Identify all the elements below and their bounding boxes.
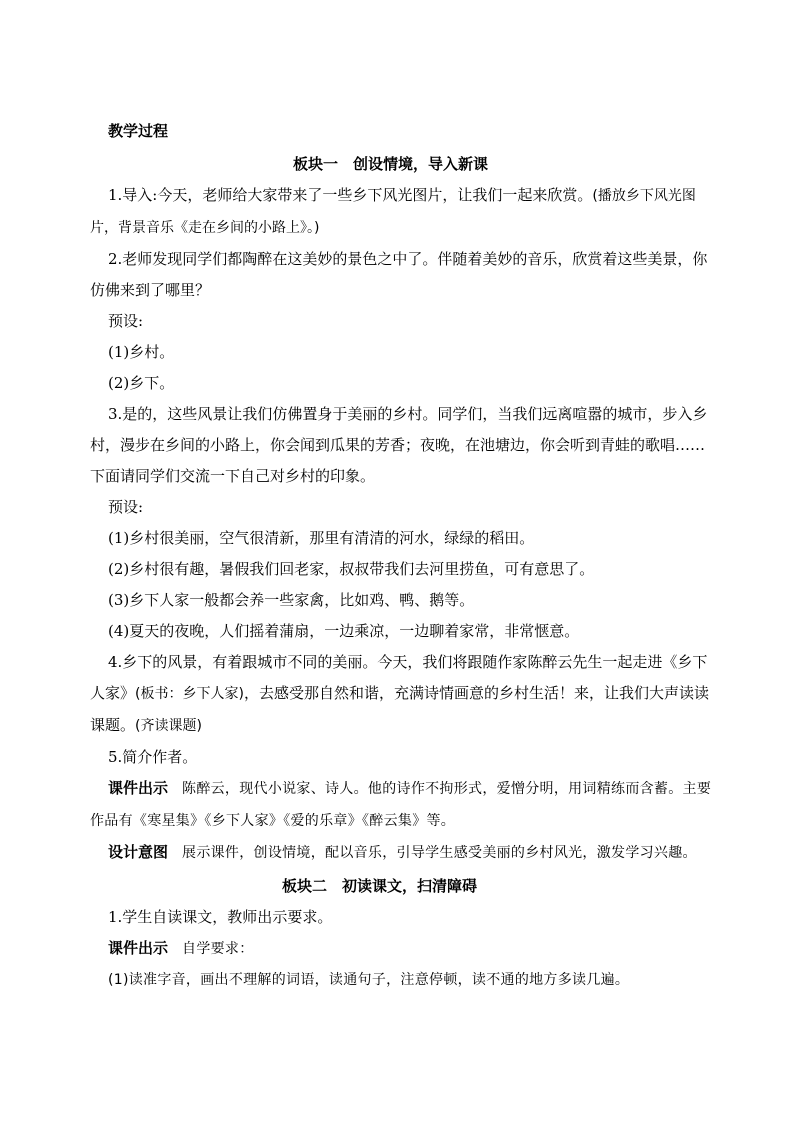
section-1-item-1 [90,180,715,244]
courseware-label: 课件出示 [108,779,169,797]
preset-item: (2)乡村很有趣，暑假我们回老家，叔叔带我们去河里捞鱼，可有意思了。 [108,560,595,578]
section-2-item-1: 1.学生自读课文，教师出示要求。 [108,908,333,926]
item-text: 1.导入:今天，老师给大家带来了一些乡下风光图片，让我们一起来欣赏。 [108,186,593,204]
section-1-item-2: 2.老师发现同学们都陶醉在这美妙的景色之中了。伴随着美妙的音乐，欣赏着这些美景，你仿佛来到了哪里？ [90,250,708,299]
requirement-item: (1)读准字音，画出不理解的词语，读通句子，注意停顿，读不通的地方多读几遍。 [108,972,630,988]
section-2-title: 板块二 初读课文，扫清障碍 [282,877,478,895]
courseware-label: 课件出示 [108,939,169,957]
section-1-item-3: 3.是的，这些风景让我们仿佛置身于美丽的乡村。同学们，当我们远离喧嚣的城市，步入乡村，漫步在乡间的小路上，你会闻到瓜果的芳香；夜晚，在池塘边，你会听到青蛙的歌唱……下面请同学们交流一下自己对乡村的印象。 [90,405,708,485]
design-intent-text: 展示课件，创设情境，配以音乐，引导学生感受美丽的乡村风光，激发学习兴趣。 [182,845,697,861]
item-text: ，去感受那自然和谐，充满诗情画意的乡村生活！来，让我们大声读读课题。 [90,684,709,734]
design-intent-block [90,837,715,869]
section-1-title: 板块一 创设情境，导入新课 [293,155,489,173]
preset-label: 预设: [108,498,144,516]
item-note: (播放乡下风光图片，背景音乐《走在乡间的小路上》。) [90,188,696,236]
document-content [90,116,715,996]
preset-item: (2)乡下。 [108,374,175,392]
preset-item: (1)乡村。 [108,343,175,361]
courseware-text: 自学要求： [182,941,254,957]
section-1-item-4 [90,647,715,742]
preset-item: (1)乡村很美丽，空气很清新，那里有清清的河水，绿绿的稻田。 [108,529,535,547]
courseware-block [90,933,715,965]
item-note: (板书：乡下人家) [135,686,244,702]
item-text: 4.乡下的风景，有着跟城市不同的美丽。今天，我们将跟随作家陈醉云先生一起走进《乡下人家》 [90,653,708,702]
item-note: (齐读课题) [135,718,202,734]
preset-label: 预设: [108,312,144,330]
preset-item: (4)夏天的夜晚，人们摇着蒲扇，一边乘凉，一边聊着家常，非常惬意。 [108,622,580,640]
teaching-process-heading: 教学过程 [108,122,169,140]
courseware-block [90,773,715,837]
section-1-item-5: 5.简介作者。 [108,748,198,766]
design-intent-label: 设计意图 [108,843,169,861]
preset-item: (3)乡下人家一般都会养一些家禽，比如鸡、鸭、鹅等。 [108,591,475,609]
courseware-text: 陈醉云，现代小说家、诗人。他的诗作不拘形式，爱憎分明，用词精练而含蓄。主要作品有《寒星集》《乡下人家》《爱的乐章》《醉云集》等。 [90,781,712,829]
